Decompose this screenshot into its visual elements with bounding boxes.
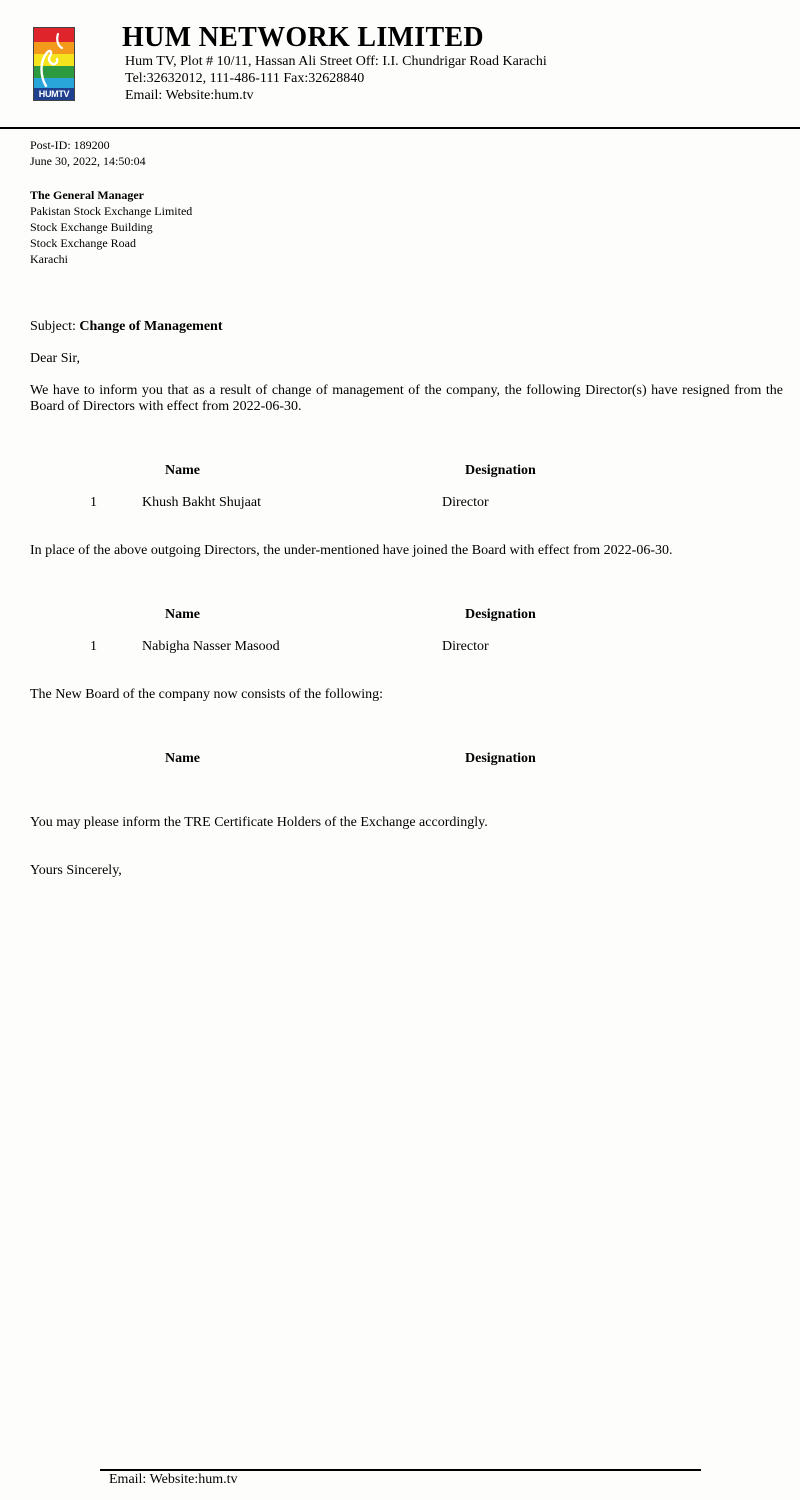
joined-col-designation: Designation [465, 607, 536, 622]
recipient-title: The General Manager [30, 188, 144, 202]
recipient-line: Stock Exchange Building [30, 220, 153, 234]
sign-off: Yours Sincerely, [30, 863, 122, 878]
logo-text: HUMTV [38, 89, 70, 99]
subject-label: Subject: [30, 319, 76, 334]
company-address: Hum TV, Plot # 10/11, Hassan Ali Street Off: I.I. Chundrigar Road Karachi [125, 54, 547, 69]
board-col-name: Name [165, 751, 200, 766]
company-web: Email: Website:hum.tv [125, 88, 254, 103]
table-row-designation: Director [442, 639, 489, 654]
recipient-line: Stock Exchange Road [30, 236, 136, 250]
company-logo [33, 27, 75, 101]
board-paragraph: The New Board of the company now consists of the following: [30, 687, 384, 702]
footer-web: Email: Website:hum.tv [109, 1472, 238, 1487]
table-row-name: Nabigha Nasser Masood [142, 639, 280, 654]
recipient-line: Pakistan Stock Exchange Limited [30, 204, 193, 218]
joined-col-name: Name [165, 607, 200, 622]
table-row-name: Khush Bakht Shujaat [142, 495, 261, 510]
subject-text: Change of Management [79, 319, 223, 334]
intro-paragraph: We have to inform you that as a result of change of management of the company, the following Director(s) have resigned from the Board of Directors with effect from 2022-06-30. [30, 383, 783, 414]
company-phone: Tel:32632012, 111-486-111 Fax:32628840 [125, 71, 365, 86]
post-date: June 30, 2022, 14:50:04 [30, 154, 146, 168]
table-row-number: 1 [90, 495, 97, 510]
salutation: Dear Sir, [30, 351, 80, 366]
resigned-col-designation: Designation [465, 463, 536, 478]
company-name: HUM NETWORK LIMITED [122, 22, 484, 53]
logo-swirl-icon [34, 28, 74, 90]
header-divider [0, 127, 800, 129]
recipient-line: Karachi [30, 252, 68, 266]
footer-divider [100, 1469, 701, 1471]
subject-line [30, 319, 223, 335]
board-col-designation: Designation [465, 751, 536, 766]
post-id: Post-ID: 189200 [30, 138, 110, 152]
joined-paragraph: In place of the above outgoing Directors, the under-mentioned have joined the Board with effect from 2022-06-30. [30, 543, 673, 558]
table-row-designation: Director [442, 495, 489, 510]
closing-paragraph: You may please inform the TRE Certificate Holders of the Exchange accordingly. [30, 815, 488, 830]
resigned-col-name: Name [165, 463, 200, 478]
table-row-number: 1 [90, 639, 97, 654]
